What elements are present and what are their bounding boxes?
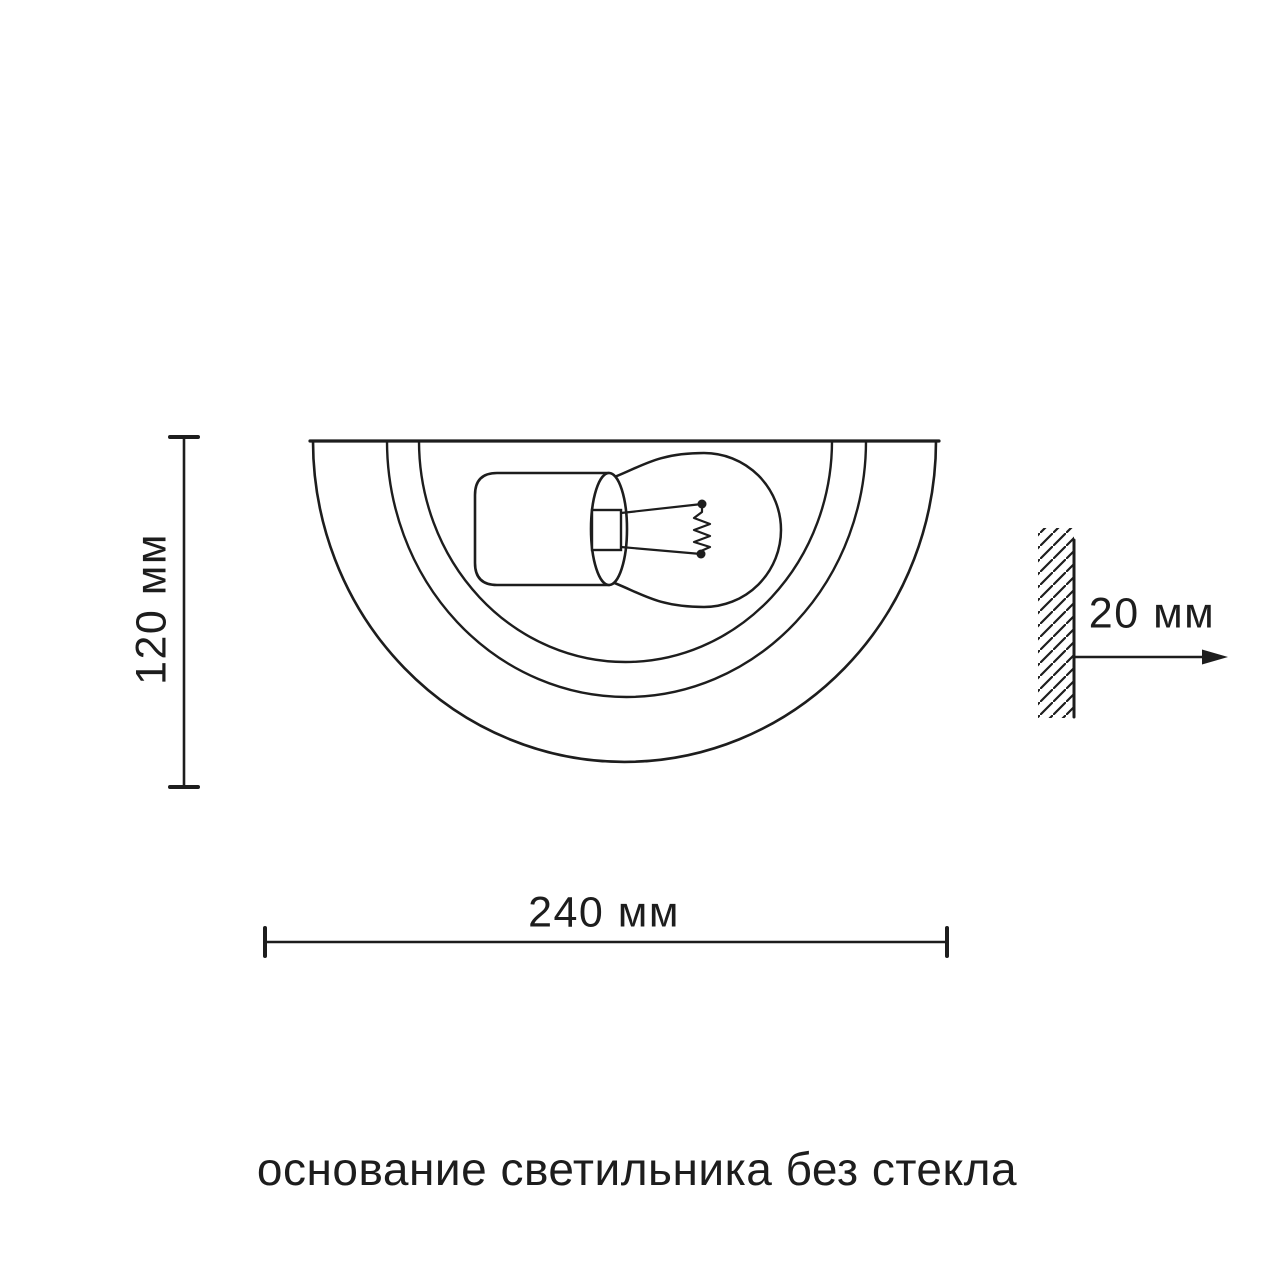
lamp-socket xyxy=(475,473,627,585)
bulb-base-rect xyxy=(592,510,621,550)
wall-offset-label: 20 мм xyxy=(1088,589,1216,638)
offset-arrow-head-icon xyxy=(1202,650,1228,665)
socket-body xyxy=(475,473,609,585)
height-dimension-label: 120 мм xyxy=(127,533,176,685)
wall-hatch-icon xyxy=(1038,528,1074,718)
diagram-caption: основание светильника без стекла xyxy=(256,1143,1018,1195)
width-dimension-label: 240 мм xyxy=(528,888,680,937)
filament-dot-top xyxy=(698,500,707,509)
filament-dot-bottom xyxy=(697,550,706,559)
